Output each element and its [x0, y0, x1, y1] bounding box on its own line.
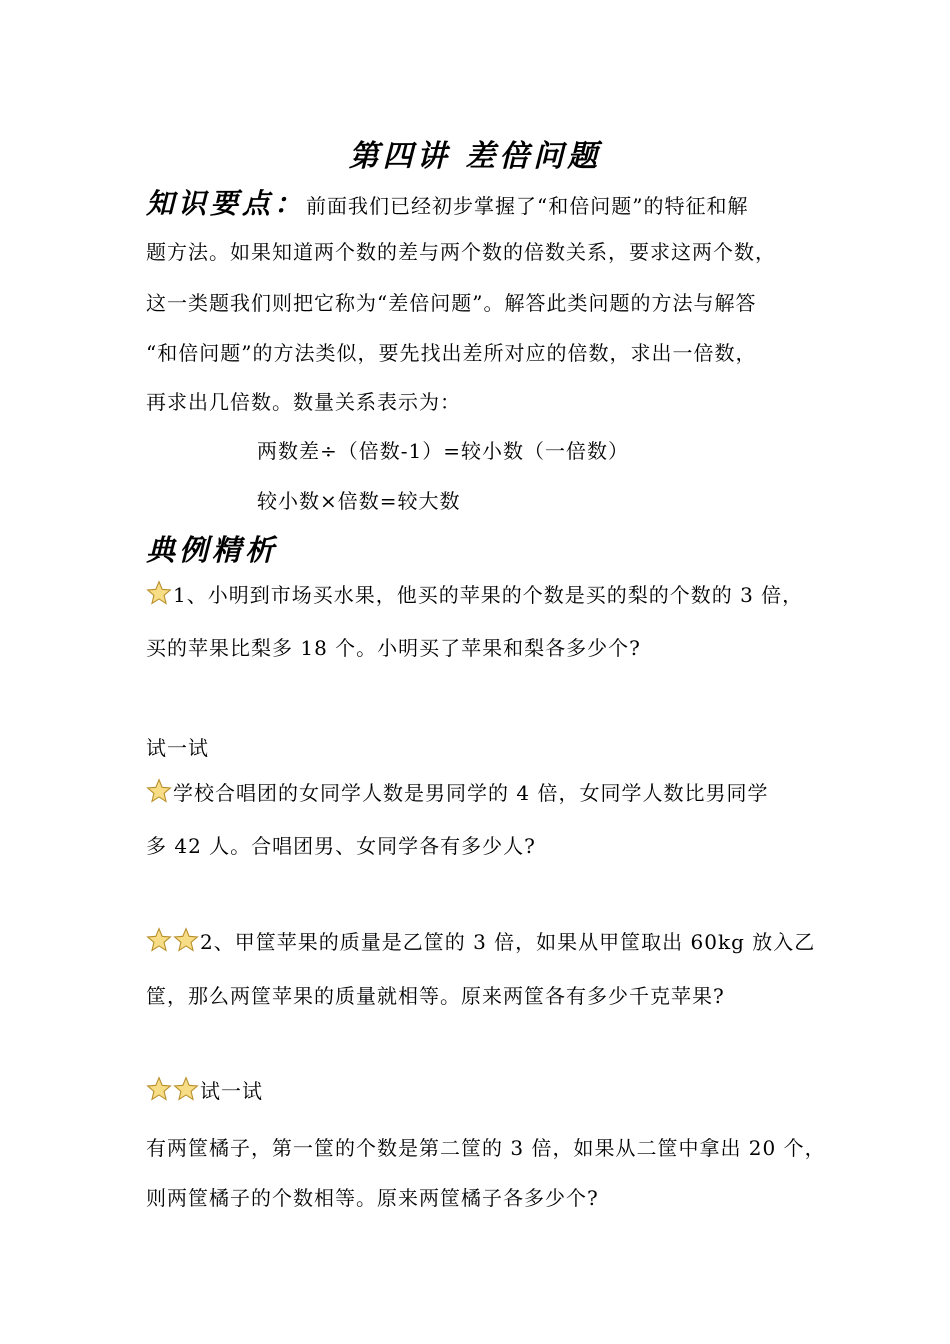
- star-icon: [173, 927, 199, 953]
- try2-label: 试一试: [200, 1079, 263, 1103]
- problem1-line-0: 1、小明到市场买水果，他买的苹果的个数是买的梨的个数的 3 倍，: [173, 583, 804, 607]
- knowledge-line-1: 题方法。如果知道两个数的差与两个数的倍数关系，要求这两个数，: [146, 240, 776, 264]
- try1-line-1: 多 42 人。合唱团男、女同学各有多少人?: [146, 834, 536, 858]
- star-icon: [146, 927, 172, 953]
- knowledge-label: 知识要点：: [146, 187, 307, 220]
- try2-line-1: 则两筐橘子的个数相等。原来两筐橘子各多少个?: [146, 1186, 599, 1210]
- star-icon: [173, 1076, 199, 1102]
- examples-heading: 典例精析: [146, 533, 279, 567]
- formula-1: 两数差÷（倍数-1）=较小数（一倍数）: [257, 439, 629, 463]
- star-icon: [146, 778, 172, 804]
- problem1-line-0-row: [146, 580, 803, 609]
- star-icon: [146, 580, 172, 606]
- try1-line-0: 学校合唱团的女同学人数是男同学的 4 倍，女同学人数比男同学: [173, 781, 769, 805]
- problem2-line-0: 2、甲筐苹果的质量是乙筐的 3 倍，如果从甲筐取出 60kg 放入乙: [200, 930, 816, 954]
- knowledge-line-2: 这一类题我们则把它称为“差倍问题”。解答此类问题的方法与解答: [146, 291, 757, 315]
- star-icon: [146, 1076, 172, 1102]
- try2-label-row: [146, 1076, 263, 1105]
- try1-line-0-row: [146, 778, 768, 807]
- problem2-line-0-row: [146, 927, 815, 956]
- knowledge-first-line: [146, 187, 749, 220]
- page-title: 第四讲 差倍问题: [348, 139, 602, 174]
- try2-line-0: 有两筐橘子，第一筐的个数是第二筐的 3 倍，如果从二筐中拿出 20 个，: [146, 1136, 826, 1160]
- try1-label: 试一试: [146, 736, 209, 760]
- knowledge-line-4: 再求出几倍数。数量关系表示为：: [146, 390, 461, 414]
- problem1-line-1: 买的苹果比梨多 18 个。小明买了苹果和梨各多少个?: [146, 636, 641, 660]
- knowledge-line-3: “和倍问题”的方法类似，要先找出差所对应的倍数，求出一倍数，: [146, 341, 757, 365]
- formula-2: 较小数×倍数=较大数: [257, 489, 461, 513]
- knowledge-line-0: 前面我们已经初步掌握了“和倍问题”的特征和解: [306, 194, 749, 218]
- problem2-line-1: 筐，那么两筐苹果的质量就相等。原来两筐各有多少千克苹果?: [146, 984, 725, 1008]
